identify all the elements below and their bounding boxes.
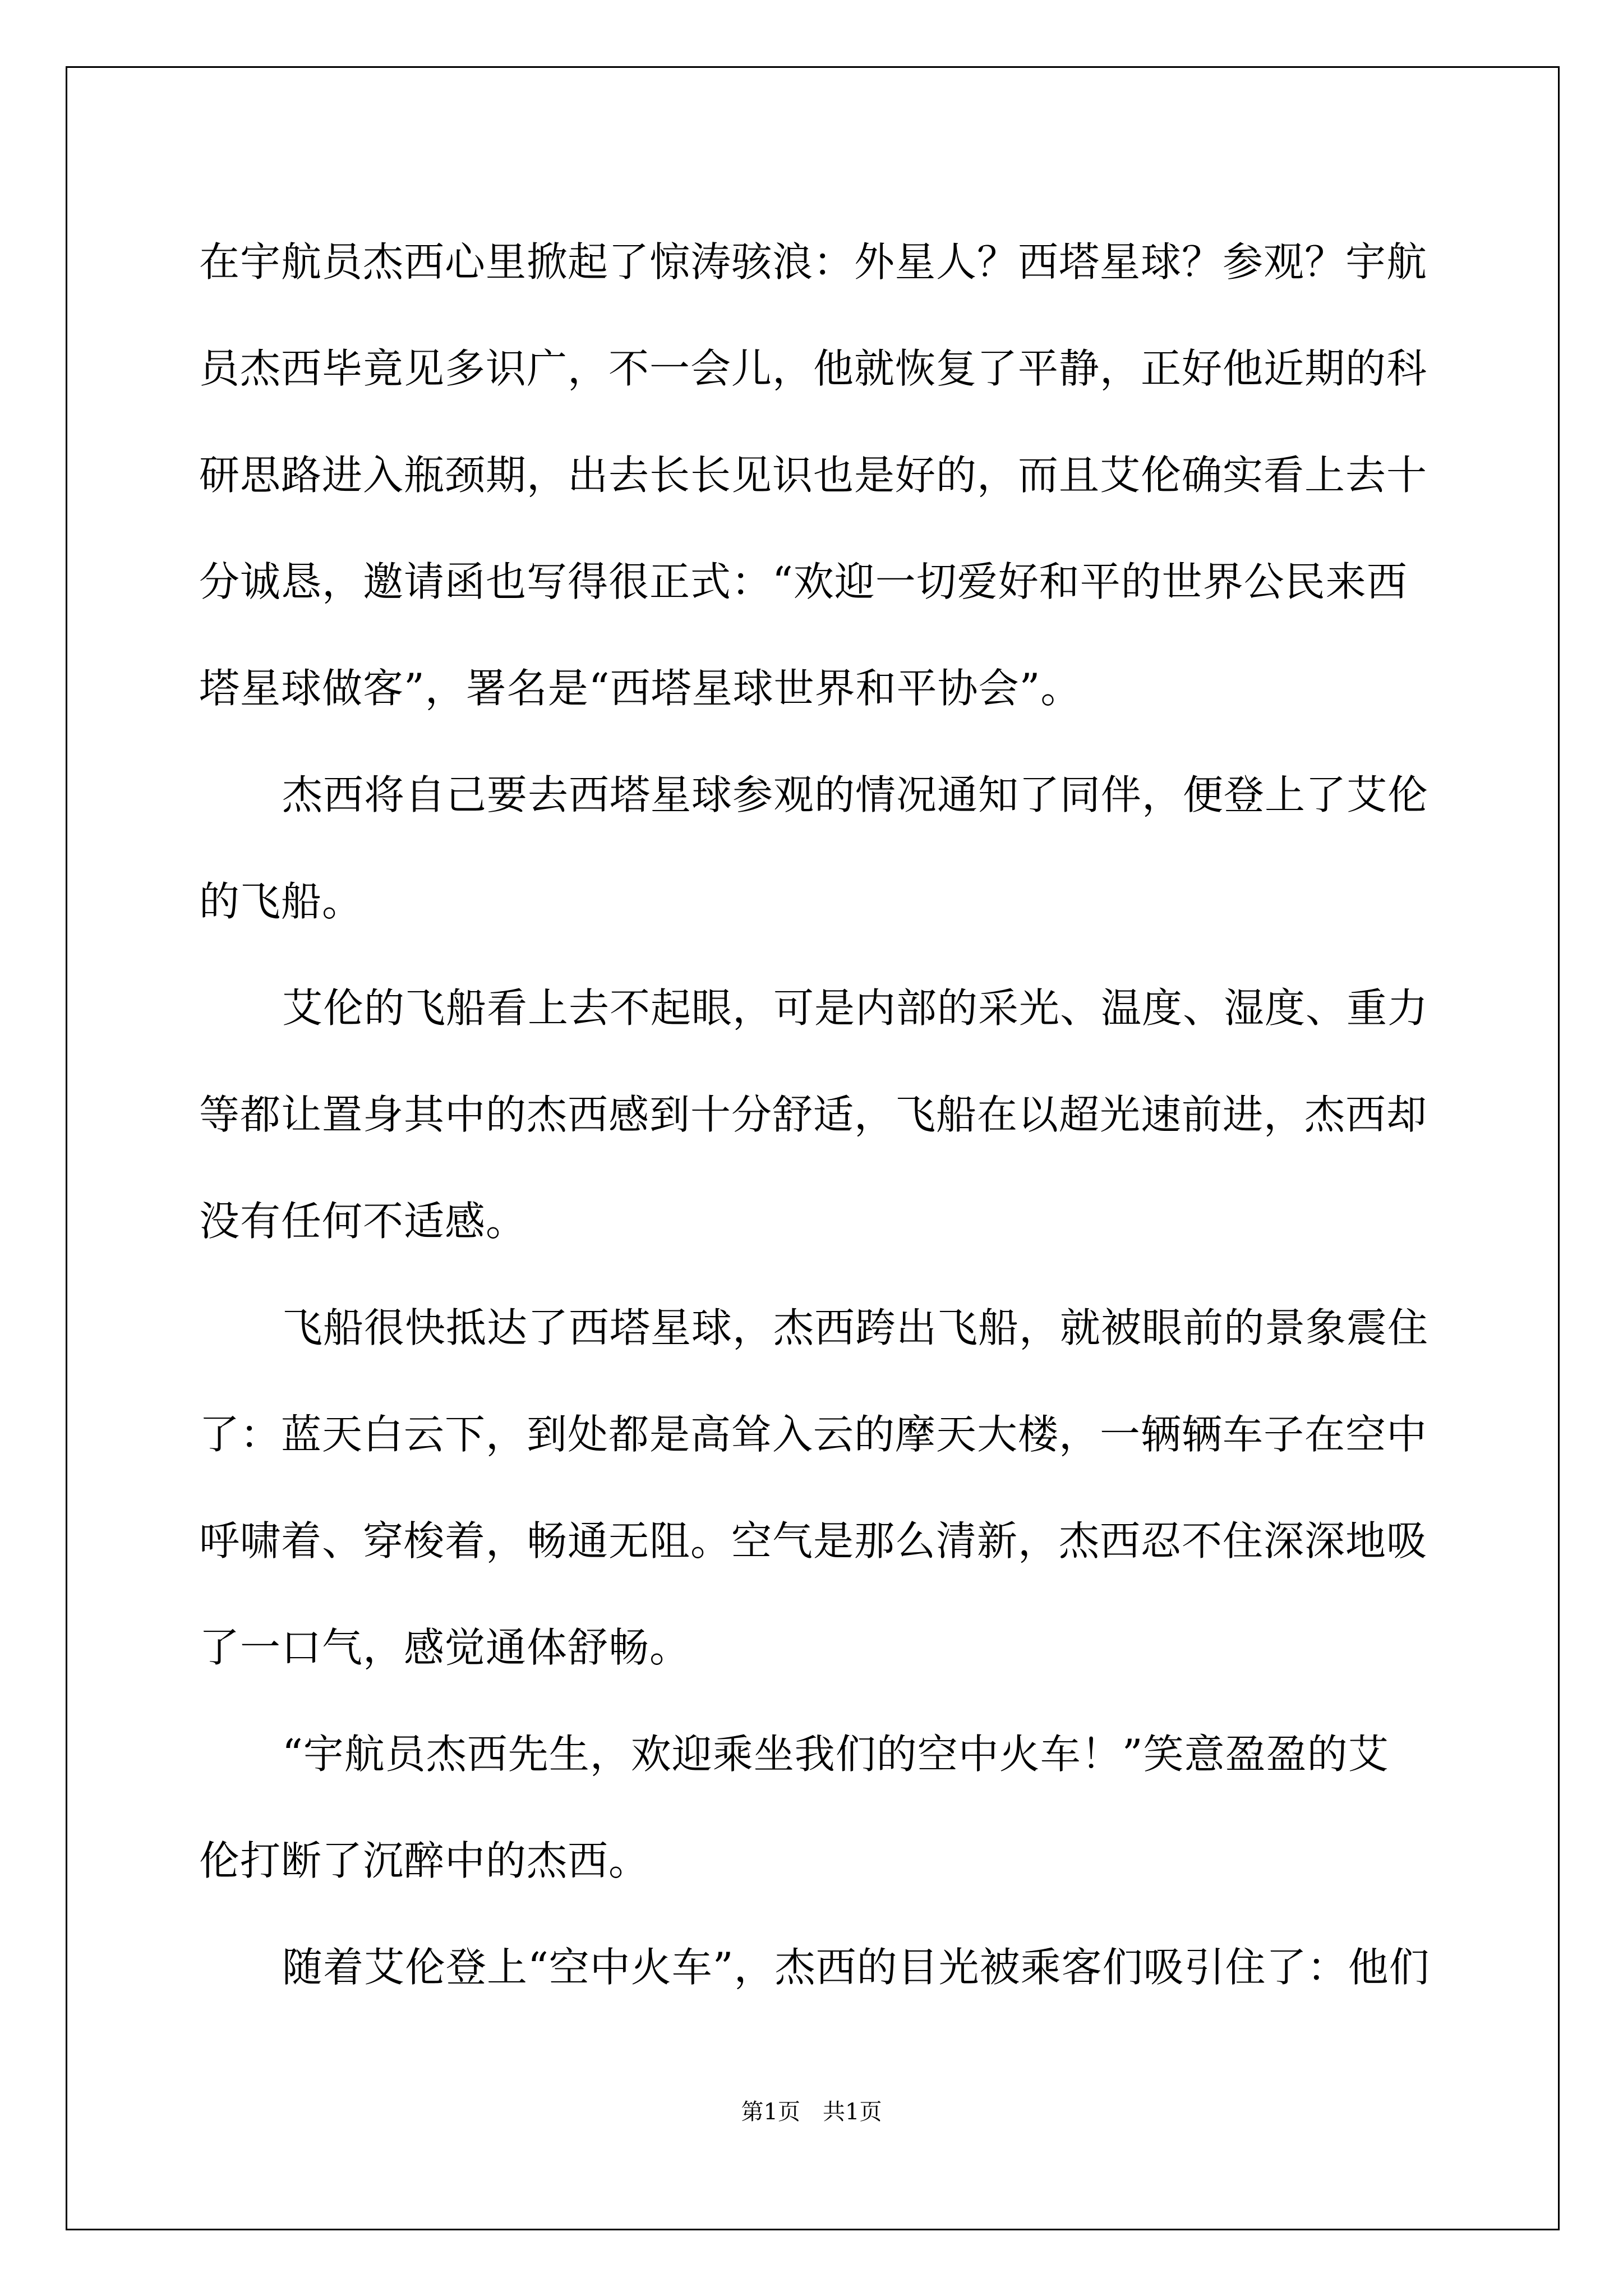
text-line: “宇航员杰西先生，欢迎乘坐我们的空中火车！”笑意盈盈的艾 — [282, 1731, 1389, 1778]
text-line: 在宇航员杰西心里掀起了惊涛骇浪：外星人？西塔星球？参观？宇航 — [199, 238, 1428, 286]
text-line: 随着艾伦登上“空中火车”，杰西的目光被乘客们吸引住了：他们 — [282, 1944, 1430, 1991]
paragraph-6 — [199, 1914, 1430, 2021]
paragraph-4 — [199, 1274, 1427, 1701]
text-line: 了：蓝天白云下，到处都是高耸入云的摩天大楼，一辆辆车子在空中 — [199, 1411, 1428, 1458]
text-line: 了一口气，感觉通体舒畅。 — [199, 1624, 691, 1671]
page-number-footer: 第1页 共1页 — [741, 2099, 882, 2125]
text-line: 的飞船。 — [199, 878, 363, 925]
text-line: 塔星球做客”，署名是“西塔星球世界和平协会”。 — [199, 665, 1082, 712]
text-line: 艾伦的飞船看上去不起眼，可是内部的采光、温度、湿度、重力 — [282, 984, 1429, 1032]
document-body — [199, 209, 1430, 2021]
text-line: 研思路进入瓶颈期，出去长长见识也是好的，而且艾伦确实看上去十 — [199, 452, 1428, 499]
text-line: 等都让置身其中的杰西感到十分舒适，飞船在以超光速前进，杰西却 — [199, 1091, 1428, 1138]
text-line: 飞船很快抵达了西塔星球，杰西跨出飞船，就被眼前的景象震住 — [282, 1304, 1429, 1351]
paragraph-5 — [199, 1701, 1427, 1914]
text-line: 伦打断了沉醉中的杰西。 — [199, 1837, 650, 1884]
text-line: 分诚恳，邀请函也写得很正式：“欢迎一切爱好和平的世界公民来西 — [199, 558, 1408, 605]
text-line: 杰西将自己要去西塔星球参观的情况通知了同伴，便登上了艾伦 — [282, 771, 1429, 818]
text-line: 没有任何不适感。 — [199, 1198, 527, 1245]
text-line: 呼啸着、穿梭着，畅通无阻。空气是那么清新，杰西忍不住深深地吸 — [199, 1517, 1428, 1565]
text-line: 员杰西毕竟见多识广，不一会儿，他就恢复了平静，正好他近期的科 — [199, 345, 1428, 392]
paragraph-2 — [199, 742, 1427, 955]
paragraph-1 — [199, 209, 1427, 742]
paragraph-3 — [199, 955, 1427, 1274]
